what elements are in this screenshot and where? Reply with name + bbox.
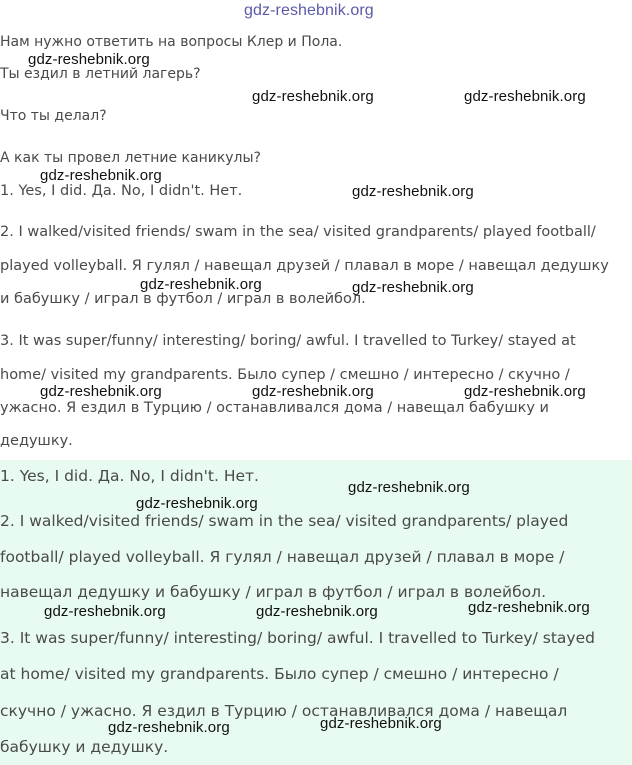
watermark: gdz-reshebnik.org bbox=[464, 88, 586, 105]
watermark: gdz-reshebnik.org bbox=[468, 599, 590, 616]
answer2-line: football/ played volleyball. Я гулял / навещал друзей / плавал в море / bbox=[0, 548, 565, 566]
watermark: gdz-reshebnik.org bbox=[252, 88, 374, 105]
question-3: А как ты провел летние каникулы? bbox=[0, 150, 261, 166]
question-2: Что ты делал? bbox=[0, 108, 107, 124]
answer1-line: 2. I walked/visited friends/ swam in the sea/ visited grandparents/ played football/ bbox=[0, 224, 596, 240]
watermark: gdz-reshebnik.org bbox=[108, 719, 230, 736]
watermark: gdz-reshebnik.org bbox=[44, 603, 166, 620]
answer2-line: бабушку и дедушку. bbox=[0, 738, 169, 756]
watermark: gdz-reshebnik.org bbox=[252, 383, 374, 400]
watermark: gdz-reshebnik.org bbox=[140, 276, 262, 293]
answer2-line: скучно / ужасно. Я ездил в Турцию / останавливался дома / навещал bbox=[0, 702, 568, 720]
answer1-line: 1. Yes, I did. Да. No, I didn't. Нет. bbox=[0, 183, 243, 199]
watermark: gdz-reshebnik.org bbox=[40, 383, 162, 400]
watermark: gdz-reshebnik.org bbox=[320, 715, 442, 732]
answer2-line: at home/ visited my grandparents. Было супер / смешно / интересно / bbox=[0, 665, 559, 683]
watermark: gdz-reshebnik.org bbox=[40, 167, 162, 184]
watermark: gdz-reshebnik.org bbox=[352, 183, 474, 200]
answer2-line: навещал дедушку и бабушку / играл в футбол / играл в волейбол. bbox=[0, 583, 546, 601]
answer2-line: 1. Yes, I did. Да. No, I didn't. Нет. bbox=[0, 467, 259, 485]
question-1: Ты ездил в летний лагерь? bbox=[0, 66, 201, 82]
intro-line: Нам нужно ответить на вопросы Клер и Пола. bbox=[0, 34, 343, 50]
answer2-line: 3. It was super/funny/ interesting/ boring/ awful. I travelled to Turkey/ stayed bbox=[0, 629, 595, 647]
answer1-line: home/ visited my grandparents. Было супер / смешно / интересно / скучно / bbox=[0, 367, 570, 383]
watermark: gdz-reshebnik.org bbox=[348, 479, 470, 496]
answer1-line: played volleyball. Я гулял / навещал друзей / плавал в море / навещал дедушку bbox=[0, 258, 609, 274]
watermark: gdz-reshebnik.org bbox=[136, 495, 258, 512]
watermark: gdz-reshebnik.org bbox=[256, 603, 378, 620]
answer2-line: 2. I walked/visited friends/ swam in the sea/ visited grandparents/ played bbox=[0, 512, 569, 530]
watermark: gdz-reshebnik.org bbox=[28, 51, 150, 68]
answer1-line: ужасно. Я ездил в Турцию / останавливался дома / навещал бабушку и bbox=[0, 400, 549, 416]
answer1-line: дедушку. bbox=[0, 433, 73, 449]
watermark: gdz-reshebnik.org bbox=[464, 383, 586, 400]
watermark-top: gdz-reshebnik.org bbox=[244, 2, 374, 19]
answer1-line: и бабушку / играл в футбол / играл в волейбол. bbox=[0, 291, 366, 307]
answer1-line: 3. It was super/funny/ interesting/ boring/ awful. I travelled to Turkey/ stayed at bbox=[0, 333, 576, 349]
watermark: gdz-reshebnik.org bbox=[352, 279, 474, 296]
